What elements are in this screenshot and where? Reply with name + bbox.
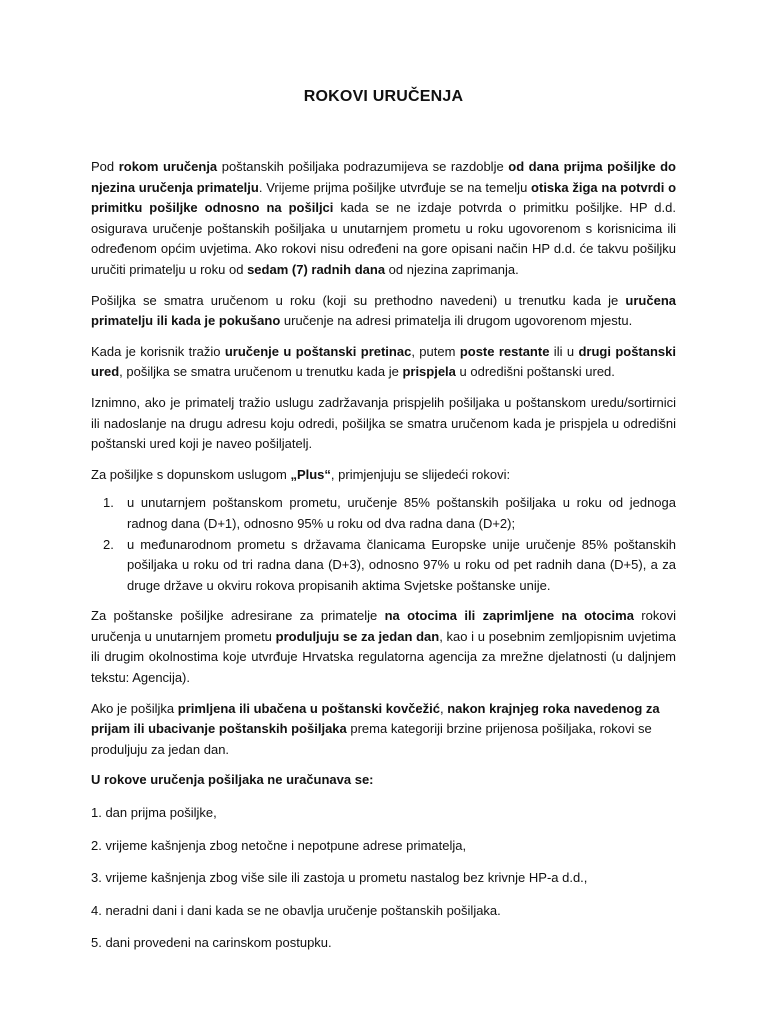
bold-span: primljena ili ubačena u poštanski kovčežić: [177, 700, 440, 716]
paragraph-delivered-on-time: [91, 291, 676, 332]
text-span: kada se ne izdaje potvrda o primitku pošiljke. HP d.d. osigurava uručenje poštanskih pošiljaka u unutarnjem prometu u roku ugovorenom s korisnicima ili određenom općim uvjetima. Ako rokovi nisu određeni na gore opisani način HP d.d. će takvu pošiljku uručiti primatelju u roku od: [91, 200, 676, 277]
text-span: . Vrijeme prijma pošiljke utvrđuje se na temelju: [258, 179, 532, 195]
text-span: rokovi uručenja u unutarnjem prometu: [91, 608, 676, 644]
text-span: Pošiljka se smatra uručenom u roku (koji su prethodno navedeni) u trenutku kada je: [91, 292, 626, 308]
plus-deadlines-list: [91, 493, 676, 596]
text-span: , primjenjuju se slijedeći rokovi:: [330, 466, 511, 482]
text-span: od njezina zaprimanja.: [385, 261, 519, 277]
paragraph-exception: Iznimno, ako je primatelj tražio uslugu zadržavanja prispjelih pošiljaka u poštanskom uredu/sortirnici ili nadoslanje na drugu adresu koju odredi, pošiljka se smatra uručenom kada je prispjela u odredišni poštanski ured koji je naveo pošiljatelj.: [91, 394, 676, 452]
paragraph-plus-service: [91, 465, 676, 486]
text-span: Kada je korisnik tražio: [91, 343, 225, 359]
list-item: [91, 493, 676, 534]
text-span: Za pošiljke s dopunskom uslugom: [91, 466, 291, 482]
document-page: [91, 88, 676, 954]
exclusion-item: 3. vrijeme kašnjenja zbog više sile ili zastoja u prometu nastalog bez krivnje HP-a d.d.,: [91, 870, 588, 886]
list-item-text: u međunarodnom prometu s državama članicama Europske unije uručenje 85% poštanskih pošiljaka u roku od tri radna dana (D+3), odnosno 97% u roku od pet radnih dana (D+5), a za druge države u okviru rokova propisanih aktima Svjetske poštanske unije.: [127, 536, 676, 593]
exclusion-item: 2. vrijeme kašnjenja zbog netočne i nepotpune adrese primatelja,: [91, 837, 467, 853]
text-span: Za poštanske pošiljke adresirane za primatelje: [91, 608, 385, 624]
list-item: [91, 535, 676, 597]
exclusion-item: 5. dani provedeni na carinskom postupku.: [91, 935, 332, 951]
text-span: ,: [439, 700, 448, 716]
bold-span: uručena primatelju ili kada je pokušano: [91, 292, 676, 329]
exclusion-item: 4. neradni dani i dani kada se ne obavlja uručenje poštanskih pošiljaka.: [91, 902, 501, 918]
paragraph-po-box-delivery: [91, 342, 676, 383]
bold-span: nakon krajnjeg roka navedenog za prijam ili ubacivanje poštanskih pošiljaka: [91, 700, 660, 737]
bold-span: „Plus“: [290, 466, 331, 482]
text-span: poštanskih pošiljaka podrazumijeva se razdoblje: [217, 159, 509, 174]
text-span: ili u: [549, 343, 579, 359]
text-span: u odredišni poštanski ured.: [455, 364, 615, 380]
paragraph-islands: [91, 606, 676, 688]
exclusion-item: 1. dan prijma pošiljke,: [91, 805, 217, 821]
bold-span: poste restante: [459, 343, 550, 359]
text-span: , pošiljka se smatra uručenom u trenutku kada je: [119, 364, 403, 380]
bold-span: na otocima ili zaprimljene na otocima: [384, 608, 634, 624]
list-item-number: 1.: [103, 495, 114, 511]
bold-span: od dana prijma pošiljke do njezina uručenja primatelju: [91, 159, 676, 195]
text-span: , putem: [411, 343, 460, 359]
bold-span: prispjela: [402, 364, 456, 380]
list-item-number: 2.: [103, 536, 114, 552]
bold-span: uručenje u poštanski pretinac: [224, 343, 412, 359]
paragraph-mailbox: [91, 699, 676, 761]
bold-span: sedam (7) radnih dana: [247, 261, 386, 277]
bold-span: drugi poštanski ured: [91, 343, 677, 380]
list-item-text: u unutarnjem poštanskom prometu, uručenje 85% poštanskih pošiljaka u roku od jednoga radnog dana (D+1), odnosno 95% u roku od dva radna dana (D+2);: [127, 495, 676, 531]
bold-span: produljuju se za jedan dan: [275, 628, 440, 644]
bold-span: U rokove uručenja pošiljaka ne uračunava se:: [91, 772, 374, 788]
bold-span: otiska žiga na potvrdi o primitku pošiljke odnosno na pošiljci: [91, 179, 677, 216]
text-span: Ako je pošiljka: [91, 700, 178, 716]
text-span: uručenje na adresi primatelja ili drugom ugovorenom mjestu.: [280, 313, 633, 329]
exclusions-heading: [91, 770, 676, 791]
text-span: Pod: [91, 159, 119, 174]
paragraph-delivery-period: [91, 157, 676, 281]
bold-span: rokom uručenja: [118, 159, 218, 174]
text-span: , kao i u posebnim zemljopisnim uvjetima ili drugim okolnostima koje utvrđuje Hrvatska regulatorna agencija za mrežne djelatnosti (u daljnjem tekstu: Agencija).: [91, 628, 676, 686]
document-title: ROKOVI URUČENJA: [303, 88, 464, 105]
text-span: prema kategoriji brzine prijenosa pošiljaka, rokovi se produljuju za jedan dan.: [91, 721, 652, 757]
